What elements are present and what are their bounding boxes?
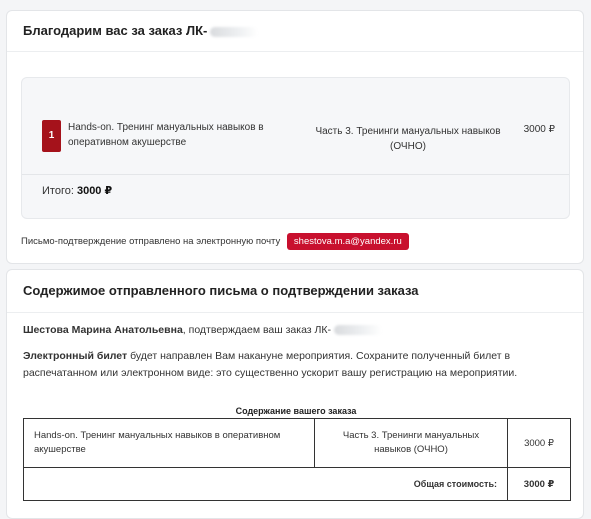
table-cell-price: 3000 ₽ xyxy=(508,419,571,468)
redacted-order-number xyxy=(334,325,382,335)
confirm-order-text: , подтверждаем ваш заказ ЛК- xyxy=(182,324,332,336)
table-cell-name: Hands-on. Тренинг мануальных навыков в оперативном акушерстве xyxy=(24,419,315,468)
ticket-bold: Электронный билет xyxy=(23,350,128,362)
table-total-row xyxy=(24,468,571,501)
item-name: Hands-on. Тренинг мануальных навыков в оперативном акушерстве xyxy=(68,122,264,148)
letter-greeting xyxy=(23,324,382,336)
table-cell-category: Часть 3. Тренинги мануальных навыков (ОЧНО) xyxy=(315,419,508,468)
order-table xyxy=(23,418,571,501)
order-item-row xyxy=(22,110,569,175)
total-cost-label: Общая стоимость: xyxy=(24,468,508,501)
item-number-badge: 1 xyxy=(42,120,61,152)
confirmation-line xyxy=(21,233,409,250)
letter-title: Содержимое отправленного письма о подтверждении заказа xyxy=(7,270,583,313)
table-caption: Содержание вашего заказа xyxy=(235,406,357,416)
item-category: Часть 3. Тренинги мануальных навыков (ОЧНО) xyxy=(315,126,501,152)
email-badge[interactable]: shestova.m.a@yandex.ru xyxy=(287,233,409,250)
ticket-text: будет направлен Вам накануне мероприятия. Сохраните полученный билет в распечатанном или электронном виде: это существенно ускорит вашу регистрацию на мероприятии. xyxy=(23,350,518,379)
redacted-order-number xyxy=(210,27,258,37)
letter-content-card xyxy=(6,269,584,519)
ticket-paragraph xyxy=(23,348,571,382)
total-cost-value: 3000 ₽ xyxy=(508,468,571,501)
table-row xyxy=(24,419,571,468)
confirmation-text: Письмо-подтверждение отправлено на электронную почту xyxy=(21,236,281,247)
total-value: 3000 ₽ xyxy=(76,185,113,197)
order-summary-card xyxy=(6,10,584,264)
order-total xyxy=(42,184,112,197)
summary-title xyxy=(7,11,583,52)
customer-name: Шестова Марина Анатольевна xyxy=(23,324,183,336)
summary-title-text: Благодарим вас за заказ ЛК- xyxy=(23,23,208,38)
order-items-box xyxy=(21,77,570,219)
total-label: Итого: xyxy=(42,185,74,197)
item-price: 3000 ₽ xyxy=(523,124,555,135)
